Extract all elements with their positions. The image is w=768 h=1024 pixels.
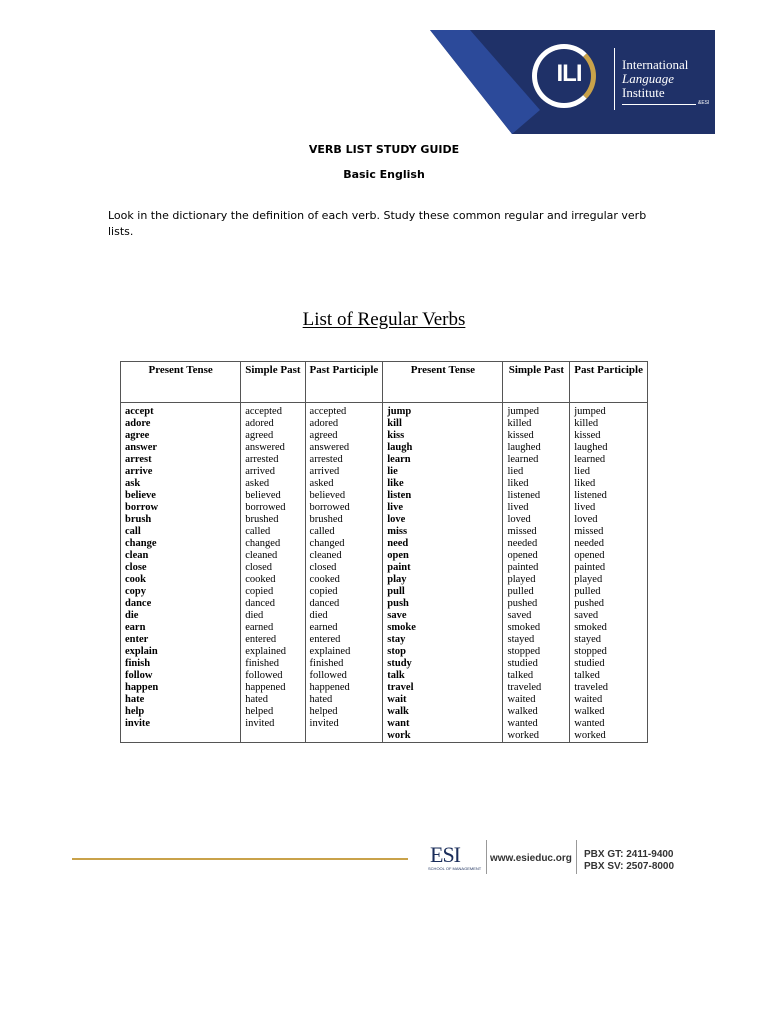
table-row	[121, 694, 648, 706]
phone-guatemala: PBX GT: 2411-9400	[584, 849, 674, 860]
table-row	[121, 490, 648, 502]
verb-form-cell: liked	[570, 478, 648, 490]
verb-form-cell: arrested	[241, 454, 305, 466]
ili-logo	[520, 38, 720, 128]
verb-base-cell: dance	[121, 598, 241, 610]
table-header	[121, 362, 648, 403]
verb-form-cell: learned	[570, 454, 648, 466]
table-row	[121, 634, 648, 646]
verb-form-cell: explained	[305, 646, 383, 658]
verb-base-cell: live	[383, 502, 503, 514]
verb-form-cell: accepted	[241, 403, 305, 419]
verb-form-cell: stopped	[570, 646, 648, 658]
table-row	[121, 442, 648, 454]
verb-form-cell: saved	[503, 610, 570, 622]
verb-form-cell: agreed	[305, 430, 383, 442]
verb-form-cell: loved	[570, 514, 648, 526]
verb-form-cell: arrived	[241, 466, 305, 478]
verb-form-cell: lied	[570, 466, 648, 478]
verb-form-cell: finished	[305, 658, 383, 670]
verb-base-cell: arrive	[121, 466, 241, 478]
verb-form-cell: adored	[241, 418, 305, 430]
table-row	[121, 610, 648, 622]
verb-form-cell: accepted	[305, 403, 383, 419]
column-header: Past Participle	[570, 362, 648, 403]
instructions-paragraph: Look in the dictionary the definition of each verb. Study these common regular and irregular verb lists.	[108, 209, 647, 238]
verb-base-cell: play	[383, 574, 503, 586]
verb-form-cell: walked	[503, 706, 570, 718]
table-row	[121, 718, 648, 730]
verb-form-cell: believed	[305, 490, 383, 502]
verb-base-cell: push	[383, 598, 503, 610]
verb-form-cell: saved	[570, 610, 648, 622]
verb-base-cell: believe	[121, 490, 241, 502]
verb-form-cell: traveled	[503, 682, 570, 694]
verb-form-cell: died	[305, 610, 383, 622]
verb-form-cell: worked	[570, 730, 648, 743]
footer-phone-numbers	[584, 849, 674, 873]
verb-form-cell: copied	[241, 586, 305, 598]
table-row	[121, 478, 648, 490]
verb-form-cell: waited	[503, 694, 570, 706]
verb-form-cell: missed	[503, 526, 570, 538]
verb-base-cell: paint	[383, 562, 503, 574]
verb-base-cell: invite	[121, 718, 241, 730]
verb-base-cell: need	[383, 538, 503, 550]
verb-base-cell: brush	[121, 514, 241, 526]
verb-form-cell: lied	[503, 466, 570, 478]
table-row	[121, 514, 648, 526]
verb-form-cell: pulled	[570, 586, 648, 598]
verb-form-cell: wanted	[570, 718, 648, 730]
table-row	[121, 622, 648, 634]
verb-form-cell: hated	[241, 694, 305, 706]
table-row	[121, 574, 648, 586]
verb-base-cell: travel	[383, 682, 503, 694]
regular-verbs-table	[120, 361, 648, 743]
verb-form-cell: stayed	[570, 634, 648, 646]
verb-form-cell: answered	[305, 442, 383, 454]
verb-form-cell: answered	[241, 442, 305, 454]
verb-form-cell: traveled	[570, 682, 648, 694]
verb-base-cell: work	[383, 730, 503, 743]
table-row	[121, 502, 648, 514]
footer-divider	[486, 840, 487, 874]
table-row	[121, 706, 648, 718]
logo-divider	[614, 48, 615, 110]
verb-base-cell: explain	[121, 646, 241, 658]
verb-form-cell: helped	[241, 706, 305, 718]
verb-base-cell: agree	[121, 430, 241, 442]
verb-base-cell: kiss	[383, 430, 503, 442]
verb-form-cell: closed	[241, 562, 305, 574]
verb-form-cell: arrived	[305, 466, 383, 478]
verb-base-cell: want	[383, 718, 503, 730]
verb-form-cell: died	[241, 610, 305, 622]
verb-base-cell: enter	[121, 634, 241, 646]
footer-accent-line	[72, 858, 408, 860]
verb-form-cell: agreed	[241, 430, 305, 442]
verb-form-cell: kissed	[570, 430, 648, 442]
table-body	[121, 403, 648, 743]
verb-form-cell: invited	[305, 718, 383, 730]
column-header: Present Tense	[383, 362, 503, 403]
verb-form-cell: borrowed	[305, 502, 383, 514]
verb-base-cell: adore	[121, 418, 241, 430]
table-title-text: List of Regular Verbs	[302, 309, 466, 330]
verb-base-cell: learn	[383, 454, 503, 466]
verb-form-cell: borrowed	[241, 502, 305, 514]
table-row	[121, 562, 648, 574]
table-row	[121, 418, 648, 430]
verb-form-cell: arrested	[305, 454, 383, 466]
verb-form-cell: laughed	[503, 442, 570, 454]
verb-form-cell	[241, 730, 305, 743]
phone-el-salvador: PBX SV: 2507-8000	[584, 861, 675, 872]
verb-form-cell: stopped	[503, 646, 570, 658]
verb-form-cell: followed	[305, 670, 383, 682]
verb-form-cell: pushed	[503, 598, 570, 610]
verb-base-cell: talk	[383, 670, 503, 682]
column-header: Simple Past	[503, 362, 570, 403]
column-header: Past Participle	[305, 362, 383, 403]
verb-form-cell: smoked	[503, 622, 570, 634]
verb-base-cell: jump	[383, 403, 503, 419]
esi-logo-subtitle: SCHOOL OF MANAGEMENT	[428, 866, 482, 871]
verb-base-cell: answer	[121, 442, 241, 454]
verb-base-cell: die	[121, 610, 241, 622]
verb-base-cell: stay	[383, 634, 503, 646]
verb-form-cell: played	[503, 574, 570, 586]
verb-base-cell: study	[383, 658, 503, 670]
verb-form-cell: stayed	[503, 634, 570, 646]
table-header-row	[121, 362, 648, 403]
verb-base-cell: help	[121, 706, 241, 718]
verb-form-cell: pushed	[570, 598, 648, 610]
verb-form-cell: missed	[570, 526, 648, 538]
logo-mark: ILI	[556, 60, 582, 87]
verb-form-cell: invited	[241, 718, 305, 730]
verb-base-cell: close	[121, 562, 241, 574]
table-title	[0, 309, 768, 331]
table-row	[121, 454, 648, 466]
verb-form-cell: asked	[305, 478, 383, 490]
logo-line2: Language	[622, 71, 674, 86]
verb-form-cell: talked	[503, 670, 570, 682]
logo-underline	[622, 104, 696, 105]
verb-form-cell: cleaned	[305, 550, 383, 562]
table-row	[121, 466, 648, 478]
verb-form-cell: lived	[503, 502, 570, 514]
verb-base-cell: cook	[121, 574, 241, 586]
column-header: Simple Past	[241, 362, 305, 403]
verb-form-cell: lived	[570, 502, 648, 514]
verb-form-cell: killed	[503, 418, 570, 430]
verb-form-cell: cooked	[305, 574, 383, 586]
table-row	[121, 682, 648, 694]
verb-form-cell: earned	[241, 622, 305, 634]
verb-form-cell: hated	[305, 694, 383, 706]
verb-base-cell: lie	[383, 466, 503, 478]
verb-base-cell: call	[121, 526, 241, 538]
verb-form-cell: learned	[503, 454, 570, 466]
verb-form-cell: wanted	[503, 718, 570, 730]
verb-form-cell: opened	[503, 550, 570, 562]
verb-base-cell: like	[383, 478, 503, 490]
column-header: Present Tense	[121, 362, 241, 403]
table-row	[121, 430, 648, 442]
table-row	[121, 403, 648, 419]
verb-base-cell: walk	[383, 706, 503, 718]
verb-base-cell: copy	[121, 586, 241, 598]
verb-form-cell: earned	[305, 622, 383, 634]
verb-form-cell: closed	[305, 562, 383, 574]
verb-base-cell: laugh	[383, 442, 503, 454]
verb-form-cell: believed	[241, 490, 305, 502]
table-row	[121, 670, 648, 682]
verb-base-cell: finish	[121, 658, 241, 670]
footer-website-link[interactable]: www.esieduc.org	[490, 853, 572, 864]
verb-base-cell: love	[383, 514, 503, 526]
table-row	[121, 586, 648, 598]
verb-form-cell: listened	[570, 490, 648, 502]
verb-base-cell: stop	[383, 646, 503, 658]
verb-form-cell: cooked	[241, 574, 305, 586]
logo-esi-tag: &ESI	[698, 100, 710, 106]
verb-form-cell: loved	[503, 514, 570, 526]
verb-form-cell: changed	[305, 538, 383, 550]
verb-form-cell: painted	[570, 562, 648, 574]
verb-base-cell: open	[383, 550, 503, 562]
verb-form-cell: cleaned	[241, 550, 305, 562]
verb-form-cell: explained	[241, 646, 305, 658]
verb-base-cell: hate	[121, 694, 241, 706]
verb-form-cell: entered	[305, 634, 383, 646]
verb-base-cell: earn	[121, 622, 241, 634]
verb-form-cell: happened	[305, 682, 383, 694]
logo-line1: International	[622, 57, 689, 72]
verb-base-cell: kill	[383, 418, 503, 430]
verb-base-cell: arrest	[121, 454, 241, 466]
verb-form-cell: adored	[305, 418, 383, 430]
verb-form-cell: smoked	[570, 622, 648, 634]
verb-form-cell: listened	[503, 490, 570, 502]
table-row	[121, 646, 648, 658]
verb-form-cell: finished	[241, 658, 305, 670]
verb-form-cell: needed	[570, 538, 648, 550]
verb-base-cell: wait	[383, 694, 503, 706]
logo-name	[622, 58, 722, 100]
verb-form-cell: brushed	[305, 514, 383, 526]
verb-base-cell: miss	[383, 526, 503, 538]
verb-form-cell: copied	[305, 586, 383, 598]
verb-base-cell: borrow	[121, 502, 241, 514]
verb-form-cell: jumped	[503, 403, 570, 419]
verb-form-cell: liked	[503, 478, 570, 490]
verb-base-cell: happen	[121, 682, 241, 694]
table-row	[121, 658, 648, 670]
verb-base-cell: save	[383, 610, 503, 622]
table-row	[121, 550, 648, 562]
document-subtitle: Basic English	[343, 168, 425, 181]
verb-form-cell: laughed	[570, 442, 648, 454]
table-row	[121, 598, 648, 610]
footer-divider	[576, 840, 577, 874]
verb-form-cell: brushed	[241, 514, 305, 526]
table-row	[121, 730, 648, 743]
table-row	[121, 538, 648, 550]
verb-form-cell: asked	[241, 478, 305, 490]
verb-form-cell: pulled	[503, 586, 570, 598]
verb-form-cell	[305, 730, 383, 743]
verb-form-cell: talked	[570, 670, 648, 682]
verb-base-cell	[121, 730, 241, 743]
verb-form-cell: walked	[570, 706, 648, 718]
esi-logo-text: ESI	[430, 842, 460, 867]
verb-form-cell: painted	[503, 562, 570, 574]
verb-form-cell: jumped	[570, 403, 648, 419]
verb-form-cell: changed	[241, 538, 305, 550]
verb-form-cell: waited	[570, 694, 648, 706]
verb-form-cell: played	[570, 574, 648, 586]
verb-base-cell: change	[121, 538, 241, 550]
verb-form-cell: happened	[241, 682, 305, 694]
verb-form-cell: called	[305, 526, 383, 538]
verb-form-cell: danced	[241, 598, 305, 610]
verb-form-cell: helped	[305, 706, 383, 718]
verb-base-cell: accept	[121, 403, 241, 419]
verb-form-cell: needed	[503, 538, 570, 550]
verb-form-cell: kissed	[503, 430, 570, 442]
document-title: VERB LIST STUDY GUIDE	[308, 143, 460, 156]
verb-base-cell: clean	[121, 550, 241, 562]
table-row	[121, 526, 648, 538]
verb-base-cell: ask	[121, 478, 241, 490]
verb-form-cell: opened	[570, 550, 648, 562]
verb-form-cell: worked	[503, 730, 570, 743]
verb-form-cell: killed	[570, 418, 648, 430]
logo-line3: Institute	[622, 85, 665, 100]
verb-form-cell: danced	[305, 598, 383, 610]
verb-form-cell: followed	[241, 670, 305, 682]
esi-logo	[424, 842, 484, 872]
verb-form-cell: studied	[503, 658, 570, 670]
verb-base-cell: follow	[121, 670, 241, 682]
verb-base-cell: smoke	[383, 622, 503, 634]
verb-form-cell: studied	[570, 658, 648, 670]
verb-base-cell: pull	[383, 586, 503, 598]
verb-form-cell: entered	[241, 634, 305, 646]
verb-base-cell: listen	[383, 490, 503, 502]
verb-form-cell: called	[241, 526, 305, 538]
